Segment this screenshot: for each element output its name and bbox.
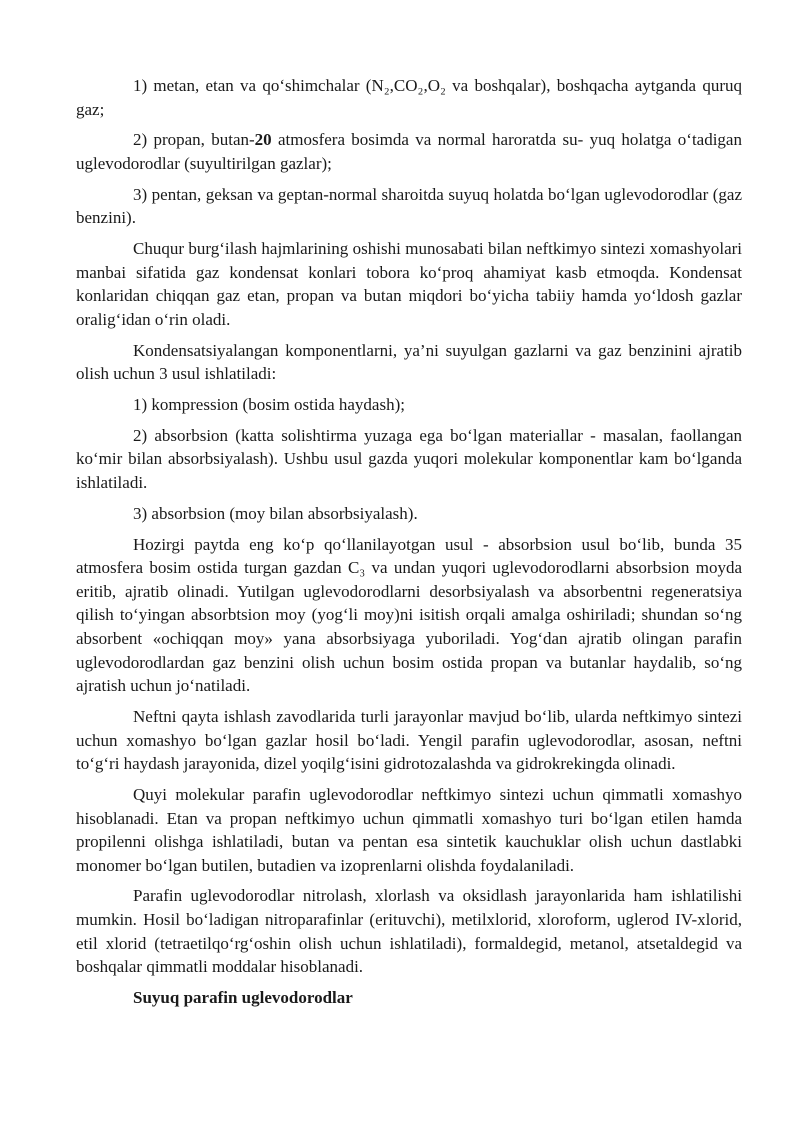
- paragraph-refinery-gases: Neftni qayta ishlash zavodlarida turli jarayonlar mavjud bo‘lib, ularda neftkimyo sintezi uchun xomashyo bo‘lgan gazlar hosil bo‘ladi. Yengil parafin uglevodorodlar, asosan, neftni to‘g‘ri haydash jarayonida, dizel yoqilg‘isini gidrotozalashda va gidrokrekingda olinadi.: [76, 706, 742, 774]
- section-heading: Suyuq parafin uglevodorodlar: [133, 988, 353, 1008]
- bold-number: 20: [254, 130, 272, 150]
- paragraph-method-1: 1) kompression (bosim ostida haydash);: [133, 395, 405, 415]
- paragraph-gas-condensate: Chuqur burg‘ilash hajmlarining oshishi munosabati bilan neftkimyo sintezi xomashyolari manbai sifatida gaz kondensat konlari tobora ko‘proq ahamiyat kasb etmoqda. Kondensat konlaridan chiqqan gaz etan, propan va butan miqdori bo‘yicha tabiiy hamda yo‘ldosh gazlar oralig‘idan o‘rin oladi.: [76, 239, 742, 329]
- paragraph-list-item-3: 3) pentan, geksan va geptan-normal sharoitda suyuq holatda bo‘lgan uglevodorodlar (gaz benzini).: [76, 184, 742, 228]
- paragraph-list-item-1: 1) metan, etan va qo‘shimchalar (N₂,CO₂,O₂ va boshqalar), boshqacha aytganda quruq gaz;: [76, 76, 742, 119]
- paragraph-absorption-process: Hozirgi paytda eng ko‘p qo‘llanilayotgan usul - absorbsion usul bo‘lib, bunda 35 atmosfera bosim ostida turgan gazdan C₃ va undan yuqori uglevodorodlarni absorbsion moyda eritib, ajratib olinadi. Yutilgan uglevodorodlarni desorbsiyalash va absorbentni regeneratsiya qilish to‘yingan absorbtsion moy (yog‘li moy)ni isitish orqali amalga oshiriladi; shundan so‘ng absorbent «ochiqqan moy» yana absorbsiyaga yuboriladi. Yog‘dan ajratib olingan parafin uglevodorodlardan gaz benzini olish uchun bosim ostida propan va butanlar haydalib, so‘ng ajratish uchun jo‘natiladi.: [76, 534, 742, 696]
- paragraph-separation-methods: Kondensatsiyalangan komponentlarni, ya’ni suyulgan gazlarni va gaz benzinini ajratib olish uchun 3 usul ishlatiladi:: [76, 340, 742, 384]
- paragraph-method-3: 3) absorbsion (moy bilan absorbsiyalash).: [133, 503, 418, 523]
- document-page: [76, 74, 742, 1017]
- paragraph-paraffin-reactions: Parafin uglevodorodlar nitrolash, xlorlash va oksidlash jarayonlarida ham ishlatilishi mumkin. Hosil bo‘ladigan nitroparafinlar (erituvchi), metilxlorid, xloroform, uglerod IV-xlorid, etil xlorid (tetraetilqo‘rg‘oshin olish uchun ishlatiladi), formaldegid, metanol, atsetaldegid va boshqalar qimmatli moddalar hisoblanadi.: [76, 886, 742, 977]
- text-run: 2) propan, butan-: [133, 130, 255, 150]
- paragraph-low-molecular-paraffins: Quyi molekular parafin uglevodorodlar neftkimyo sintezi uchun qimmatli xomashyo hisoblanadi. Etan va propan neftkimyo uchun qimmatli xomashyo turi bo‘lgan etilen hamda propilenni olishga ishlatiladi, butan va pentan esa sintetik kauchuklar olish uchun dastlabki monomer bo‘lgan butilen, butadien va izoprenlarni olishda foydalaniladi.: [76, 784, 742, 875]
- paragraph-method-2: 2) absorbsion (katta solishtirma yuzaga ega bo‘lgan materiallar - masalan, faollangan ko‘mir bilan absorbsiyalash). Ushbu usul gazda yuqori molekular komponentlar kam bo‘lganda ishlatiladi.: [76, 425, 742, 493]
- text-run: atmosfera bosimda va normal haroratda su- yuq holatga o‘tadigan uglevodorodlar (suyultirilgan gazlar);: [76, 130, 742, 173]
- paragraph-list-item-2: [76, 128, 742, 175]
